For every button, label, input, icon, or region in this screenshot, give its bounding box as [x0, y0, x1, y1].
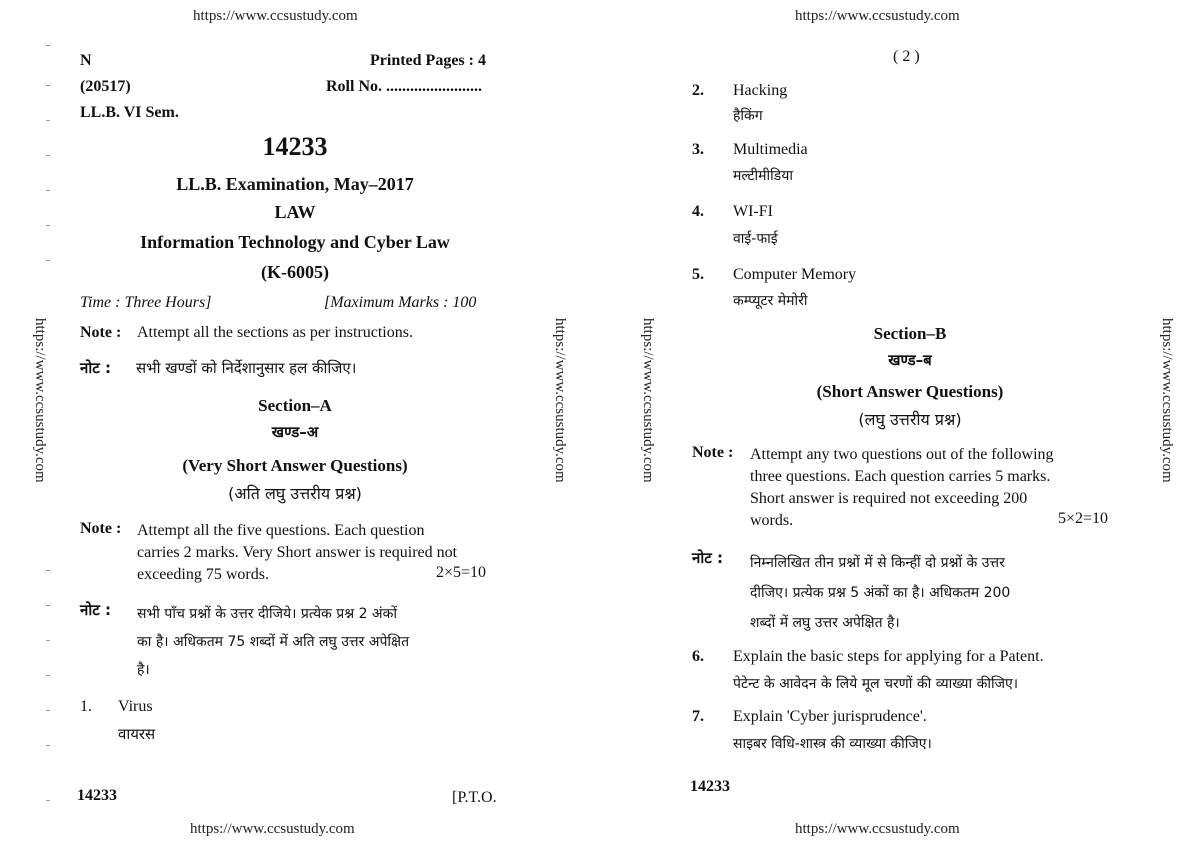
watermark-vertical-right: https://www.ccsustudy.com: [1159, 318, 1175, 483]
question-5-number: 5.: [692, 266, 704, 283]
question-4-hi: वाई-फाई: [733, 231, 778, 247]
question-1-en: Virus: [118, 698, 153, 715]
footer-code-left: 14233: [77, 787, 117, 804]
section-a-note-line: carries 2 marks. Very Short answer is required not: [137, 544, 458, 561]
paper-code: (20517): [80, 78, 131, 95]
note-hi-text: सभी खण्डों को निर्देशानुसार हल कीजिए।: [136, 359, 357, 377]
section-a-note-hi: [137, 600, 409, 684]
exam-title: LL.B. Examination, May–2017: [176, 174, 414, 194]
header-url-right: https://www.ccsustudy.com: [795, 8, 960, 24]
section-a-note-hi-line: है।: [137, 662, 150, 678]
section-a-title: Section–A: [258, 396, 332, 415]
question-4-number: 4.: [692, 203, 704, 220]
watermark-vertical-center-right: https://www.ccsustudy.com: [640, 318, 656, 483]
question-1-number: 1.: [80, 698, 92, 715]
paper-title: Information Technology and Cyber Law: [140, 232, 450, 252]
question-7-number: 7.: [692, 708, 704, 725]
code-letter: N: [80, 52, 92, 69]
section-a-note-label: Note :: [80, 520, 122, 537]
footer-url-left: https://www.ccsustudy.com: [190, 821, 355, 837]
roll-no: Roll No. ........................: [326, 78, 482, 95]
section-a-note-hi-label: नोट :: [80, 601, 111, 619]
section-b-note-hi-label: नोट :: [692, 549, 723, 567]
question-4-en: WI-FI: [733, 203, 773, 220]
question-7-hi: साइबर विधि-शास्त्र की व्याख्या कीजिए।: [733, 736, 932, 752]
question-6-hi: पेटेन्ट के आवेदन के लिये मूल चरणों की व्याख्या कीजिए।: [733, 676, 1019, 692]
section-a-note-line: Attempt all the five questions. Each question: [137, 522, 425, 539]
section-a-note-line: exceeding 75 words.: [137, 566, 269, 583]
section-b-note-hi-line: दीजिए। प्रत्येक प्रश्न 5 अंकों का है। अधिकतम 200: [750, 585, 1011, 601]
section-b-subtitle: (Short Answer Questions): [816, 382, 1004, 401]
question-6-en: Explain the basic steps for applying for a Patent.: [733, 648, 1044, 665]
question-2-hi: हैकिंग: [733, 108, 763, 124]
question-1-hi: वायरस: [118, 725, 156, 743]
section-a-note: [137, 520, 457, 586]
note-hi-label: नोट :: [80, 359, 111, 377]
watermark-vertical-left: https://www.ccsustudy.com: [32, 318, 48, 483]
printed-pages: Printed Pages : 4: [370, 52, 486, 69]
question-3-number: 3.: [692, 141, 704, 158]
section-b-note-line: words.: [750, 512, 794, 529]
header-url-left: https://www.ccsustudy.com: [193, 8, 358, 24]
question-2-number: 2.: [692, 82, 704, 99]
footer-code-right: 14233: [690, 778, 730, 795]
note-text: Attempt all the sections as per instructions.: [137, 324, 413, 341]
section-a-subtitle: (Very Short Answer Questions): [182, 456, 408, 475]
section-a-marks: 2×5=10: [436, 564, 487, 581]
paper-number: 14233: [262, 132, 328, 161]
section-b-marks: 5×2=10: [1058, 510, 1109, 527]
section-b-title: Section–B: [873, 324, 947, 343]
section-b-subtitle-hi: (लघु उत्तरीय प्रश्न): [858, 410, 962, 429]
page-marker: ( 2 ): [893, 48, 920, 65]
max-marks: [Maximum Marks : 100: [324, 294, 477, 311]
footer-url-right: https://www.ccsustudy.com: [795, 821, 960, 837]
section-b-note-hi-line: शब्दों में लघु उत्तर अपेक्षित है।: [750, 615, 900, 631]
section-b-note-hi-line: निम्नलिखित तीन प्रश्नों में से किन्हीं दो प्रश्नों के उत्तर: [750, 555, 1005, 571]
section-a-title-hi: खण्ड–अ: [271, 423, 319, 441]
footer-pto: [P.T.O.: [452, 789, 497, 806]
section-b-note-line: Short answer is required not exceeding 200: [750, 490, 1028, 507]
section-a-subtitle-hi: (अति लघु उत्तरीय प्रश्न): [228, 484, 362, 503]
subject: LAW: [274, 202, 316, 222]
watermark-vertical-center-left: https://www.ccsustudy.com: [552, 318, 568, 483]
section-b-note: [750, 444, 1054, 532]
section-a-note-hi-line: का है। अधिकतम 75 शब्दों में अति लघु उत्तर अपेक्षित: [137, 634, 410, 650]
question-5-hi: कम्प्यूटर मेमोरी: [733, 293, 808, 309]
question-3-en: Multimedia: [733, 141, 808, 158]
question-2-en: Hacking: [733, 82, 788, 99]
section-b-title-hi: खण्ड–ब: [888, 351, 932, 369]
paper-id: (K-6005): [261, 262, 329, 282]
course: LL.B. VI Sem.: [80, 104, 179, 121]
question-3-hi: मल्टीमीडिया: [733, 168, 794, 184]
section-b-note-hi: [750, 548, 1010, 638]
note-label: Note :: [80, 324, 122, 341]
section-b-note-label: Note :: [692, 444, 734, 461]
question-5-en: Computer Memory: [733, 266, 857, 283]
question-6-number: 6.: [692, 648, 704, 665]
section-b-note-line: Attempt any two questions out of the following: [750, 446, 1054, 463]
section-a-note-hi-line: सभी पाँच प्रश्नों के उत्तर दीजिये। प्रत्येक प्रश्न 2 अंकों: [137, 606, 398, 622]
time: Time : Three Hours]: [80, 294, 212, 311]
section-b-note-line: three questions. Each question carries 5 marks.: [750, 468, 1051, 485]
question-7-en: Explain 'Cyber jurisprudence'.: [733, 708, 927, 725]
